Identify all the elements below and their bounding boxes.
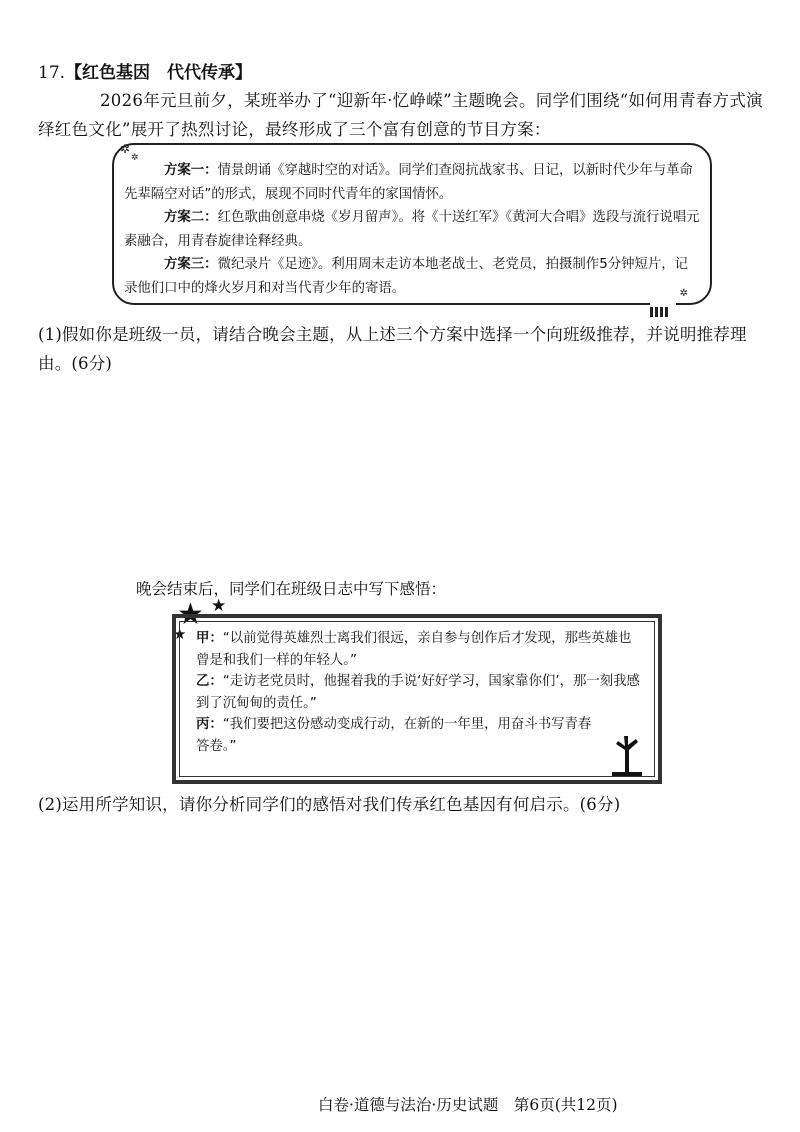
plan-box bbox=[112, 143, 712, 305]
after-party-text: 晚会结束后，同学们在班级日志中写下感悟： bbox=[136, 580, 447, 598]
plan-item bbox=[124, 206, 700, 253]
journal-entry bbox=[196, 671, 644, 714]
star-icon: ★ bbox=[173, 625, 187, 643]
plan-text: 红色歌曲创意串烧《岁月留声》。将《十送红军》《黄河大合唱》选段与流行说唱元素融合，用青春旋律诠释经典。 bbox=[124, 210, 700, 249]
plan-text: 微纪录片《足迹》。利用周末走访本地老战士、老党员，拍摄制作5分钟短片，记录他们口中的烽火岁月和对当代青少年的寄语。 bbox=[124, 257, 689, 296]
journal-speaker: 甲： bbox=[196, 631, 223, 646]
journal-speaker: 乙： bbox=[196, 674, 223, 689]
page-footer: 白卷·道德与法治·历史试题 第6页(共12页) bbox=[318, 1096, 618, 1114]
journal-entry bbox=[196, 714, 644, 757]
tree-silhouette-icon bbox=[610, 730, 644, 776]
question-heading bbox=[38, 58, 252, 83]
plan-item bbox=[124, 253, 700, 300]
plan-label: 方案一： bbox=[164, 163, 218, 178]
sparkle-icon: ✲ bbox=[120, 142, 131, 156]
star-icon: ★ bbox=[211, 596, 227, 616]
star-icon: ★ bbox=[177, 597, 204, 632]
subquestion-1: (1)假如你是班级一员，请结合晚会主题，从上述三个方案中选择一个向班级推荐，并说明推荐理由。(6分) bbox=[38, 325, 747, 373]
sparkle-icon: ✲ bbox=[131, 153, 139, 163]
journal-text: “走访老党员时，他握着我的手说‘好好学习，国家靠你们’，那一刻我感到了沉甸甸的责任。” bbox=[196, 674, 640, 711]
plan-item bbox=[124, 159, 700, 206]
plan-label: 方案三： bbox=[164, 257, 218, 272]
journal-speaker: 丙： bbox=[196, 717, 223, 732]
plan-text: 情景朗诵《穿越时空的对话》。同学们查阅抗战家书、日记，以新时代少年与革命先辈隔空对话”的形式，展现不同时代青年的家国情怀。 bbox=[124, 163, 693, 202]
journal-box bbox=[172, 614, 662, 784]
journal-entry bbox=[196, 628, 644, 671]
plan-list bbox=[124, 159, 700, 300]
subquestion-2: (2)运用所学知识，请你分析同学们的感悟对我们传承红色基因有何启示。(6分) bbox=[38, 795, 621, 814]
journal-text: “我们要把这份感动变成行动，在新的一年里，用奋斗书写青春答卷。” bbox=[196, 717, 592, 754]
journal-text: “以前觉得英雄烈士离我们很远，亲自参与创作后才发现，那些英雄也曾是和我们一样的年轻人。” bbox=[196, 631, 632, 668]
question-intro: 2026年元旦前夕，某班举办了“迎新年·忆峥嵘”主题晚会。同学们围绕“如何用青春方式演绎红色文化”展开了热烈讨论，最终形成了三个富有创意的节目方案： bbox=[38, 91, 763, 139]
question-number: 17. bbox=[38, 63, 66, 83]
plan-label: 方案二： bbox=[164, 210, 218, 225]
question-title: 【红色基因 代代传承】 bbox=[65, 63, 253, 83]
sparkle-icon: ✲ bbox=[679, 288, 688, 299]
journal-list bbox=[196, 628, 644, 757]
